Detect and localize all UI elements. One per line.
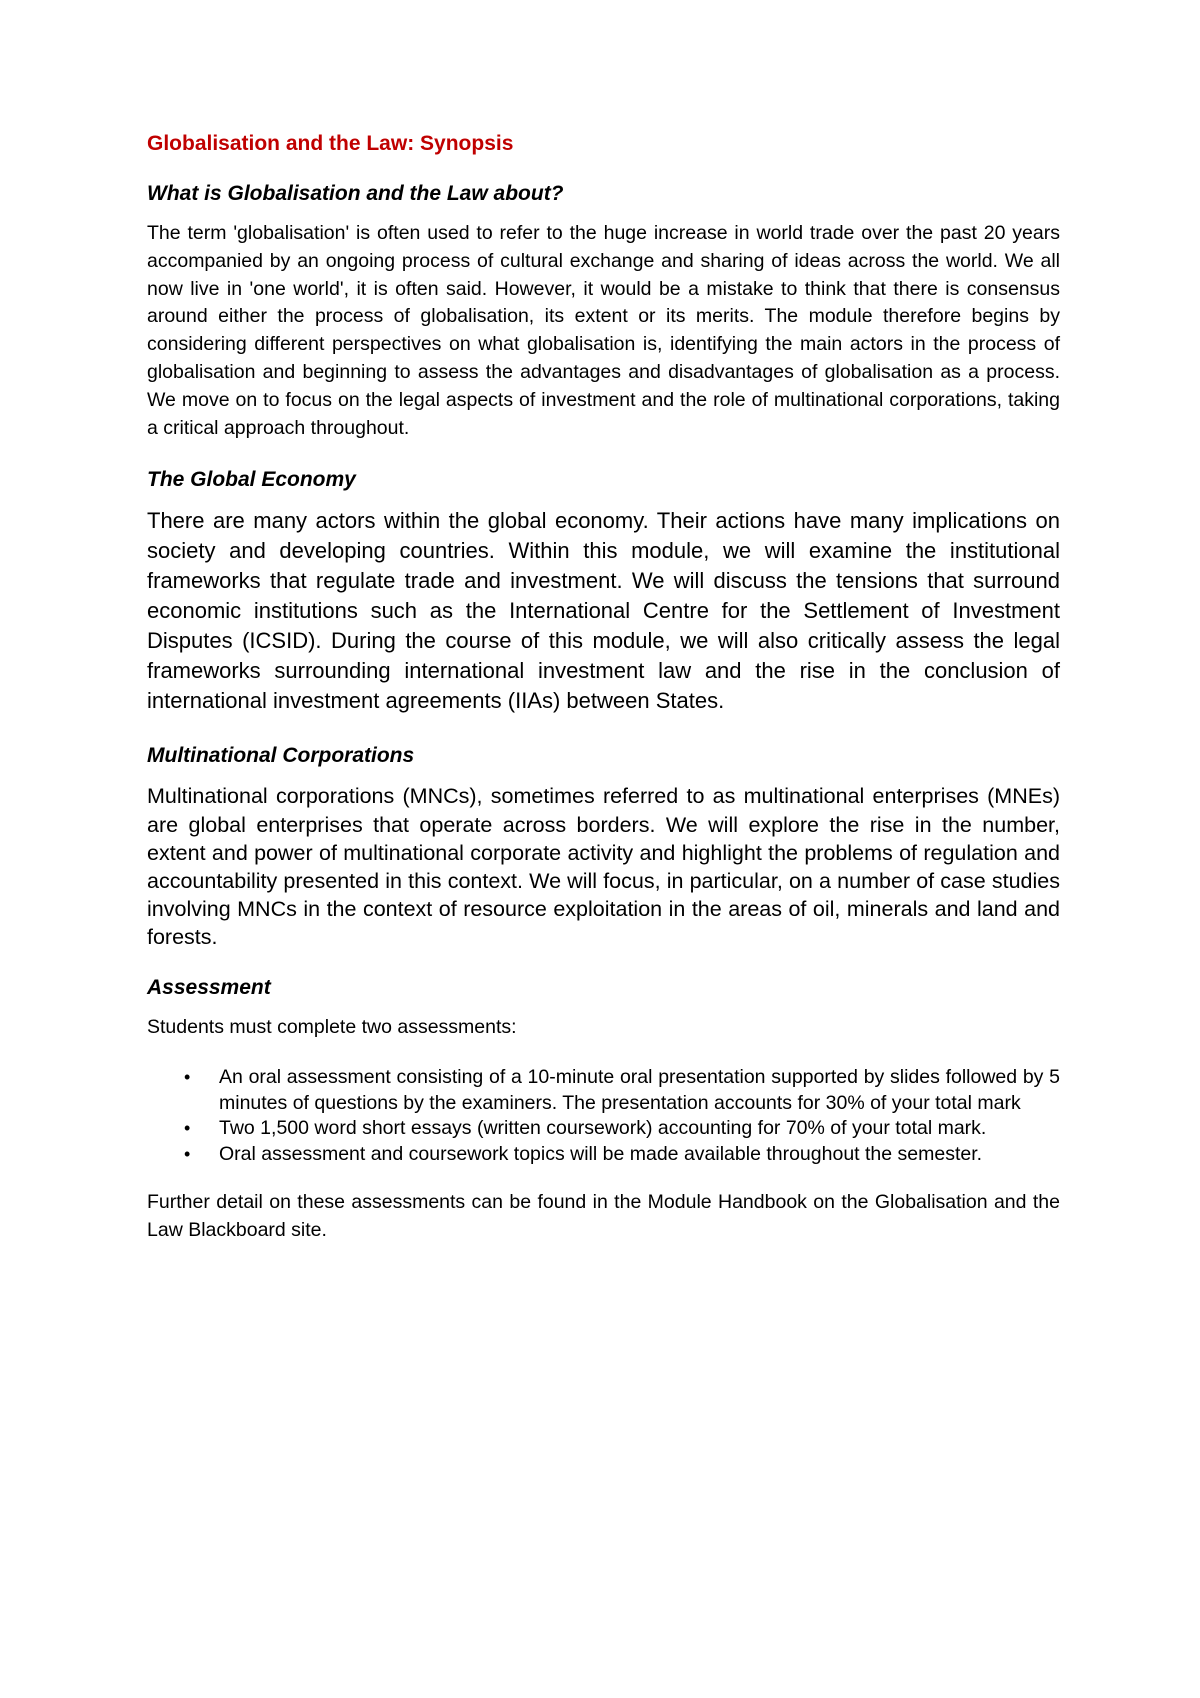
bullet-icon: • <box>184 1143 191 1164</box>
section-heading-about: What is Globalisation and the Law about? <box>147 182 564 205</box>
section-heading-multinational-corporations: Multinational Corporations <box>147 744 415 768</box>
list-item-text: Oral assessment and coursework topics will be made available throughout the semester. <box>219 1142 983 1165</box>
list-item <box>147 1142 1060 1167</box>
list-item <box>147 1065 1060 1116</box>
list-item <box>147 1116 1060 1141</box>
page-title: Globalisation and the Law: Synopsis <box>147 132 514 155</box>
bullet-icon: • <box>184 1067 191 1088</box>
list-item-text: An oral assessment consisting of a 10-minute oral presentation supported by slides followed by 5 minutes of questions by the examiners. The presentation accounts for 30% of your total mark <box>219 1066 1060 1114</box>
assessment-list <box>147 1065 1060 1167</box>
section-heading-global-economy: The Global Economy <box>147 468 356 492</box>
section-heading-assessment: Assessment <box>147 975 271 999</box>
assessment-intro: Students must complete two assessments: <box>147 1015 517 1038</box>
assessment-closing: Further detail on these assessments can be found in the Module Handbook on the Globalisation and the Law Blackboard site. <box>147 1191 1060 1241</box>
document-page <box>147 130 1060 1269</box>
section-body-global-economy: There are many actors within the global economy. Their actions have many implications on society and developing countries. Within this module, we will examine the institutional frameworks that regulate trade and investment. We will discuss the tensions that surround economic institutions such as the International Centre for the Settlement of Investment Disputes (ICSID). During the course of this module, we will also critically assess the legal frameworks surrounding international investment law and the rise in the conclusion of international investment agreements (IIAs) between States. <box>147 508 1060 714</box>
section-body-about: The term 'globalisation' is often used to refer to the huge increase in world trade over the past 20 years accompanied by an ongoing process of cultural exchange and sharing of ideas across the world. We all now live in 'one world', it is often said. However, it would be a mistake to think that there is consensus around either the process of globalisation, its extent or its merits. The module therefore begins by considering different perspectives on what globalisation is, identifying the main actors in the process of globalisation and beginning to assess the advantages and disadvantages of globalisation as a process. We move on to focus on the legal aspects of investment and the role of multinational corporations, taking a critical approach throughout. <box>147 222 1060 439</box>
section-body-multinational-corporations: Multinational corporations (MNCs), sometimes referred to as multinational enterprises (MNEs) are global enterprises that operate across borders. We will explore the rise in the number, extent and power of multinational corporate activity and highlight the problems of regulation and accountability presented in this context. We will focus, in particular, on a number of case studies involving MNCs in the context of resource exploitation in the areas of oil, minerals and land and forests. <box>147 784 1060 950</box>
list-item-text: Two 1,500 word short essays (written coursework) accounting for 70% of your total mark. <box>219 1117 987 1140</box>
bullet-icon: • <box>184 1118 191 1139</box>
